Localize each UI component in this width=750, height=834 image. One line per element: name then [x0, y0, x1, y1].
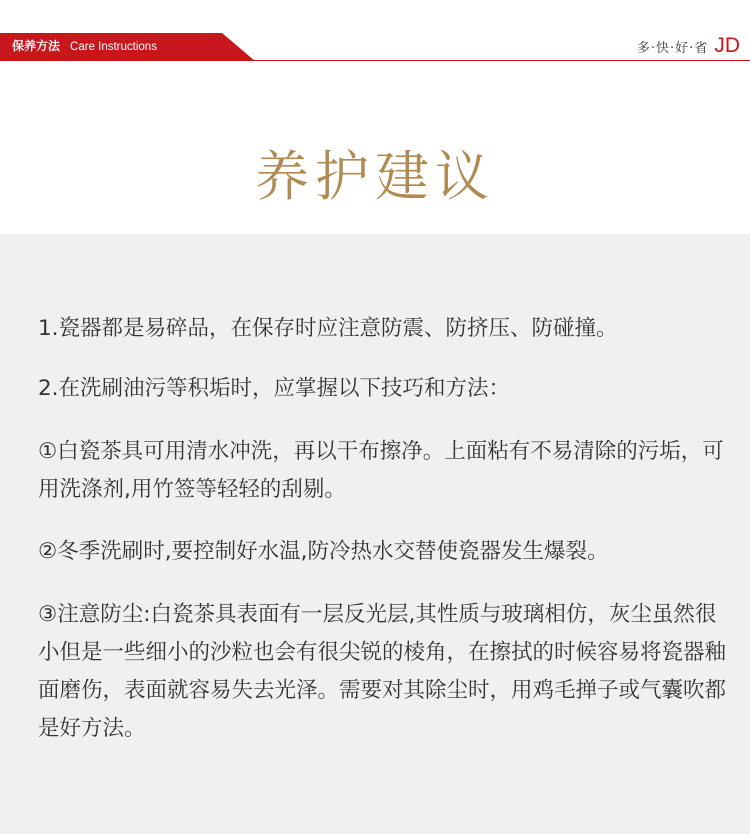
- instruction-paragraph-2: 2.在洗刷油污等积垢时，应掌握以下技巧和方法：: [38, 376, 511, 401]
- page-title: 养护建议: [255, 145, 495, 208]
- header-tab-title-en: Care Instructions: [70, 41, 157, 53]
- header-tab-title-cn: 保养方法: [12, 39, 61, 53]
- care-instructions-panel: [0, 234, 750, 834]
- instruction-paragraph-1: 1.瓷器都是易碎品，在保存时应注意防震、防挤压、防碰撞。: [38, 316, 618, 341]
- slogan-text: 多·快·好·省: [636, 41, 709, 56]
- jd-logo: JD: [714, 34, 740, 57]
- instruction-paragraph-3: ①白瓷茶具可用清水冲洗，再以干布擦净。上面粘有不易清除的污垢，可用洗涤剂,用竹签等轻轻的刮剔。: [38, 439, 724, 502]
- header-bar: [0, 0, 750, 62]
- header-divider: [0, 60, 750, 61]
- instruction-paragraph-4: ②冬季洗刷时,要控制好水温,防冷热水交替使瓷器发生爆裂。: [38, 539, 609, 564]
- instruction-paragraph-5: ③注意防尘:白瓷茶具表面有一层反光层,其性质与玻璃相仿，灰尘虽然很小但是一些细小的沙粒也会有很尖锐的棱角，在擦拭的时候容易将瓷器釉面磨伤，表面就容易失去光泽。需要对其除尘时，用鸡毛掸子或气囊吹都是好方法。: [38, 602, 727, 741]
- brand-slogan: [637, 34, 740, 58]
- header-tab-label: [12, 38, 157, 56]
